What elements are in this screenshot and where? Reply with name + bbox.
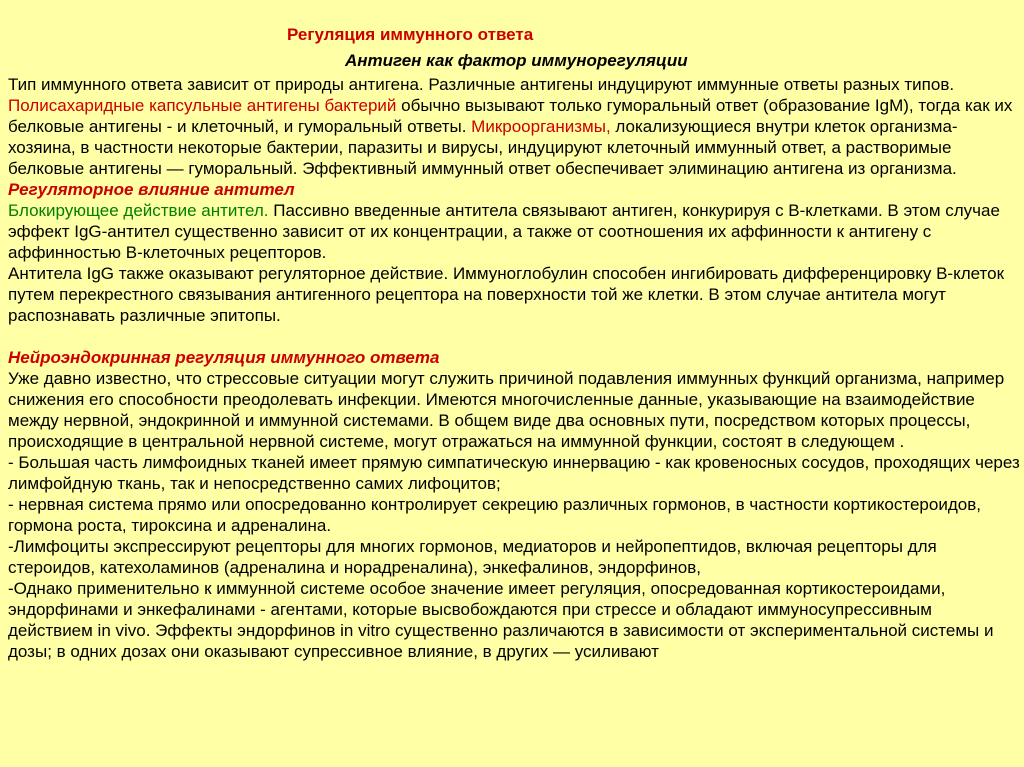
paragraph-polysaccharide-antigens — [8, 95, 1020, 179]
list-item: -Однако применительно к иммунной системе особое значение имеет регуляция, опосредованная кортикостероидами, эндорфинами и энкефалинами - агентами, которые высвобождаются при стрессе и обладают иммуносупрессивным действием in vivo. Эффекты эндорфинов in vitro существенно различаются в зависимости от экспериментальной системы и дозы; в одних дозах они оказывают супрессивное влияние, в других — усиливают — [8, 579, 994, 661]
page-subtitle: Антиген как фактор иммунорегуляции — [345, 51, 688, 70]
paragraph-text: локализующиеся внутри клеток организма-хозяина, в частности некоторые бактерии, паразиты и вирусы, индуцируют клеточный иммунный ответ, а растворимые белковые антигены — гуморальный. Эффективный иммунный ответ обеспечивает элиминацию антигена из организма. — [8, 117, 958, 178]
highlight-blocking-action: Блокирующее действие антител. — [8, 201, 269, 220]
section-heading-neuroendocrine: Нейроэндокринная регуляция иммунного ответа — [8, 348, 440, 367]
paragraph-igg-regulation: Антитела IgG также оказывают регуляторное действие. Иммуноглобулин способен ингибировать дифференцировку В-клеток путем перекрестного связывания антигенного рецептора на поверхности той же клетки. В этом случае антитела могут распознавать различные эпитопы. — [8, 264, 1005, 325]
list-item: - Большая часть лимфоидных тканей имеет прямую симпатическую иннервацию - как кровеносных сосудов, проходящих через лимфойдную ткань, так и непосредственно самих лифоцитов; — [8, 453, 1020, 493]
page-title: Регуляция иммунного ответа — [287, 25, 534, 44]
spacer — [8, 326, 1020, 347]
paragraph-text: обычно вызывают только гуморальный ответ (образование IgM), тогда как их белковые антигены - и клеточный, и гуморальный ответы. — [8, 96, 1013, 136]
list-item: - нервная система прямо или опосредованно контролирует секрецию различных гормонов, в частности кортикостероидов, гормона роста, тироксина и адреналина. — [8, 495, 981, 535]
paragraph-antigen-type: Тип иммунного ответа зависит от природы антигена. Различные антигены индуцируют иммунные ответы разных типов. — [8, 75, 955, 94]
section-heading-antibody-regulation: Регуляторное влияние антител — [8, 180, 295, 199]
paragraph-text: Пассивно введенные антитела связывают антиген, конкурируя с В-клетками. В этом случае эффект IgG-антител существенно зависит от их концентрации, а также от соотношения их аффинности к антигену с аффинностью В-клеточных рецепторов. — [8, 201, 1000, 262]
paragraph-blocking-action — [8, 200, 1020, 263]
highlight-polysaccharide-antigens: Полисахаридные капсульные антигены бактерий — [8, 96, 397, 115]
list-item: -Лимфоциты экспрессируют рецепторы для многих гормонов, медиаторов и нейропептидов, включая рецепторы для стероидов, катехоламинов (адреналина и норадреналина), энкефалинов, эндорфинов, — [8, 537, 937, 577]
highlight-microorganisms: Микроорганизмы, — [471, 117, 611, 136]
paragraph-stress: Уже давно известно, что стрессовые ситуации могут служить причиной подавления иммунных функций организма, например снижения его способности преодолевать инфекции. Имеются многочисленные данные, указывающие на взаимодействие между нервной, эндокринной и иммунной системами. В общем виде два основных пути, посредством которых процессы, происходящие в центральной нервной системе, могут отражаться на иммунной функции, состоят в следующем . — [8, 369, 1005, 451]
body-text — [8, 74, 1020, 662]
